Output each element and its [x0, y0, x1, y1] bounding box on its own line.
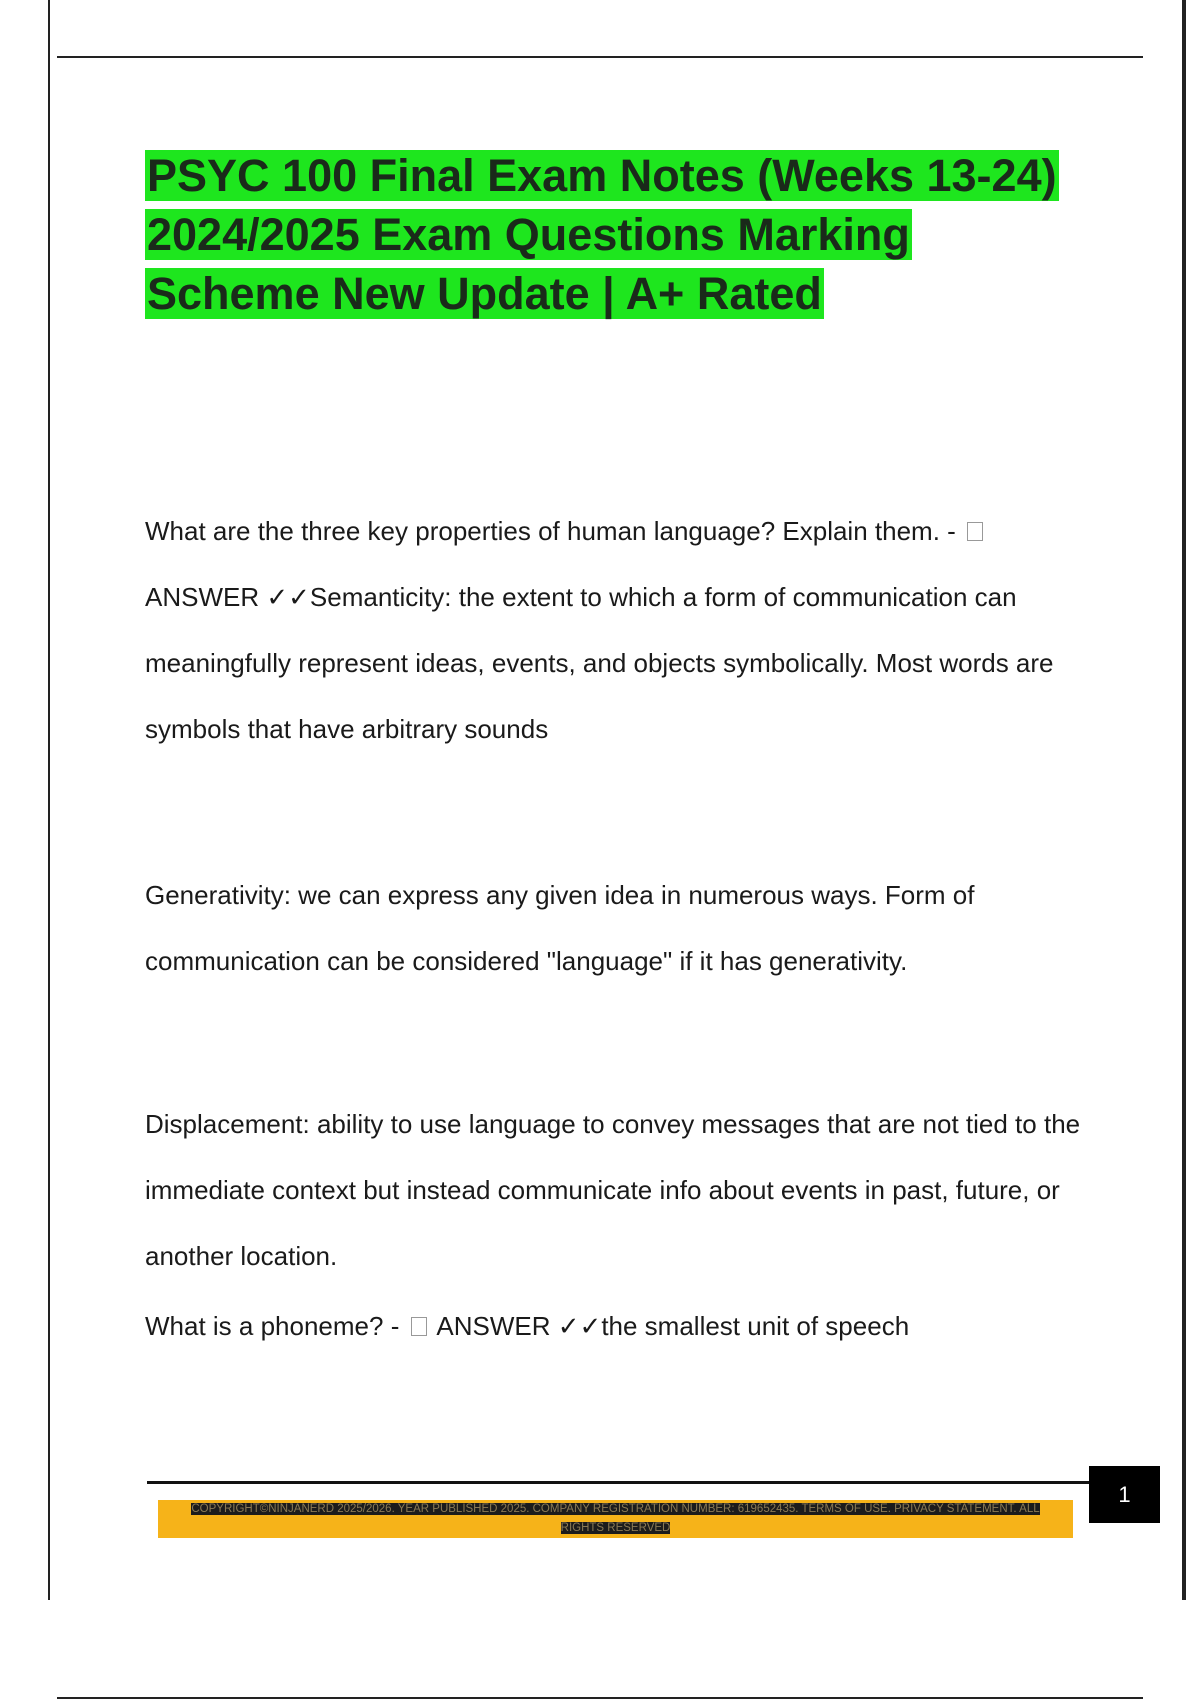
- footer-rule: [147, 1481, 1090, 1484]
- answer-prefix: ANSWER ✓✓: [145, 582, 310, 612]
- answer-text: the smallest unit of speech: [601, 1311, 910, 1341]
- document-title: [145, 146, 1085, 323]
- question-text: What is a phoneme? -: [145, 1311, 400, 1341]
- answer-paragraph: Displacement: ability to use language to convey messages that are not tied to the immediate context but instead communicate info about events in past, future, or another location.: [145, 1109, 1081, 1271]
- checkbox-glyph-icon: [411, 1317, 427, 1336]
- question-text: What are the three key properties of human language? Explain them. -: [145, 516, 956, 546]
- page-border-right: [1182, 0, 1186, 1600]
- question-paragraph: [145, 498, 1095, 762]
- copyright-notice: [171, 1500, 1061, 1538]
- next-page-rule: [57, 1697, 1143, 1699]
- checkbox-glyph-icon: [967, 522, 983, 541]
- header-rule: [57, 56, 1143, 58]
- page-number: 1: [1089, 1466, 1160, 1523]
- copyright-text: COPYRIGHT©NINJANERD 2025/2026. YEAR PUBLISHED 2025. COMPANY REGISTRATION NUMBER: 619652435. TERMS OF USE. PRIVACY STATEMENT. ALL RIGHTS RESERVED: [191, 1503, 1040, 1534]
- title-highlight: PSYC 100 Final Exam Notes (Weeks 13-24) 2024/2025 Exam Questions Marking Scheme New Update | A+ Rated: [147, 150, 1057, 319]
- answer-prefix: ANSWER ✓✓: [436, 1311, 602, 1341]
- question-paragraph: [145, 1306, 1095, 1346]
- answer-text: Semanticity: the extent to which a form of communication can meaningfully represent ideas, events, and objects symbolically. Most words are symbols that have arbitrary sounds: [145, 582, 1054, 744]
- copyright-band: [158, 1500, 1073, 1538]
- answer-paragraph: Generativity: we can express any given idea in numerous ways. Form of communication can be considered "language" if it has generativity.: [145, 880, 975, 976]
- page-border-left: [48, 0, 50, 1600]
